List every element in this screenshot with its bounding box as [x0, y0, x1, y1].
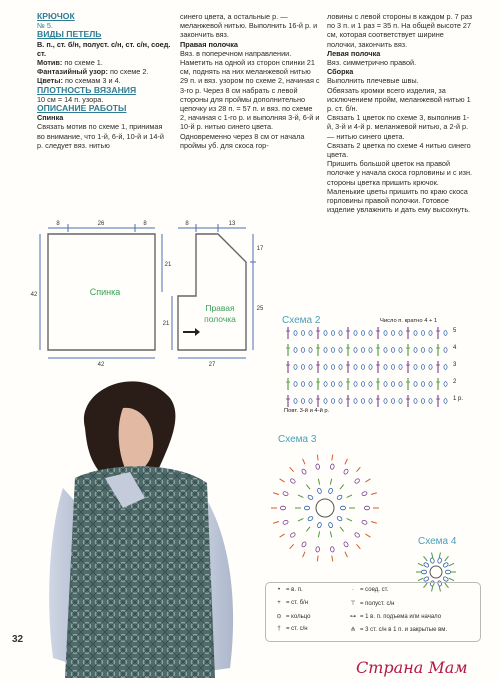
legend-item-turning [346, 613, 441, 620]
back-label: Спинка [89, 287, 121, 297]
work-title: ОПИСАНИЕ РАБОТЫ [37, 103, 127, 114]
scheme3-dc-stitch [356, 544, 360, 549]
scheme2-chain-stitch [309, 331, 312, 336]
scheme3-dc-stitch [371, 522, 377, 524]
legend-symbol-chain: • [277, 587, 281, 593]
scheme3-chain-stitch [328, 522, 333, 528]
flowers-label: Цветы: [37, 76, 63, 86]
scheme2-row-3: 3 [453, 362, 457, 368]
scheme4-dc-stitch [449, 578, 454, 581]
scheme4-dc-stitch [445, 556, 449, 561]
scheme4-center-ring [430, 566, 442, 578]
scheme2-chain-stitch [421, 348, 424, 353]
assembly-text1: Выполнить плечевые швы. [327, 76, 419, 86]
scheme2-chain-stitch [324, 331, 327, 336]
scheme2-chain-stitch [414, 331, 417, 336]
legend-text-sc: = ст. б/н [286, 600, 309, 606]
scheme2-note: Число п. кратно 4 + 1 [380, 318, 438, 324]
legend-symbol-ring: ⊙ [276, 614, 282, 620]
scheme2-chain-stitch [444, 331, 447, 336]
back-dim-right: 21 [164, 262, 172, 268]
scheme2-chain-stitch [361, 382, 364, 387]
scheme2-chain-stitch [421, 331, 424, 336]
scheme2-title: Схема 2 [282, 315, 321, 326]
front-dim-right-bottom: 25 [256, 306, 264, 312]
scheme3-dc-stitch [290, 544, 294, 549]
back-dim-top-mid: 26 [97, 221, 105, 227]
scheme3-dc-stitch [280, 479, 285, 482]
scheme2-chain-stitch [429, 382, 432, 387]
legend-text-dc: = ст. с/н [286, 626, 308, 632]
scheme2-repeat-note: Повт. 3-й и 4-й р. [284, 408, 330, 414]
legend-text-slip: = соед. ст. [360, 587, 389, 593]
back-dim-top-right: 8 [143, 221, 147, 227]
scheme2-chain-stitch [294, 382, 297, 387]
scheme3-dc-stitch [273, 493, 279, 495]
legend-symbol-hdc: ⊤ [350, 601, 356, 607]
scheme3-dc-stitch [356, 467, 360, 472]
scheme3-dc-stitch [365, 479, 370, 482]
scheme2-chain-stitch [309, 399, 312, 404]
scheme3-chain-stitch [280, 506, 285, 510]
scheme2-chain-stitch [354, 348, 357, 353]
scheme2-chain-stitch [399, 348, 402, 353]
legend-item-hdc [346, 600, 394, 607]
pattern-text: по схеме 2. [107, 67, 149, 77]
stitches-text: В. п., ст. б/н, полуст. с/н, ст. с/н, соед. ст. [37, 39, 171, 58]
scheme3-chain-stitch [317, 488, 322, 494]
scheme2-chain-stitch [339, 348, 342, 353]
assembly-title: Сборка [327, 67, 354, 77]
legend-text-hdc: = полуст. с/н [360, 601, 395, 607]
front-dim-top-mid: 13 [228, 221, 236, 227]
scheme3-chain-stitch [307, 494, 313, 500]
scheme2-chain-stitch [331, 382, 334, 387]
scheme3-chain-stitch [330, 464, 334, 470]
scheme2-chain-stitch [294, 348, 297, 353]
scheme2-chain-stitch [369, 331, 372, 336]
scheme2-chain-stitch [399, 399, 402, 404]
scheme3-dc-stitch [365, 534, 370, 537]
scheme3-dc-stitch [298, 518, 303, 521]
scheme3-flower [271, 455, 379, 562]
legend-item-slip [346, 587, 388, 593]
scheme3-chain-stitch [290, 532, 296, 538]
legend-text-ring: = кольцо [286, 614, 311, 620]
scheme3-dc-stitch [345, 459, 347, 464]
knit-direction-arrow-icon [183, 328, 200, 336]
scheme2-chart [286, 327, 447, 407]
scheme2-chain-stitch [444, 348, 447, 353]
scheme3-chain-stitch [340, 506, 345, 510]
scheme2-chain-stitch [391, 399, 394, 404]
scheme3-chain-stitch [282, 520, 288, 525]
scheme2-chain-stitch [324, 382, 327, 387]
col3-text1: ловины с левой стороны в каждом р. 7 раз по 3 п. и 1 раз = 35 п. На общей высоте 27 см, которая соответствует ширине полочки, закончить вяз. [327, 12, 473, 49]
hook-title: КРЮЧОК [37, 11, 75, 21]
scheme3-chain-stitch [336, 516, 342, 522]
scheme2-chain-stitch [399, 382, 402, 387]
scheme3-chain-stitch [301, 468, 307, 474]
front-dim-right-top: 17 [256, 246, 264, 252]
page-number: 32 [12, 634, 24, 645]
scheme2-chain-stitch [429, 331, 432, 336]
scheme3-chain-stitch [315, 464, 319, 470]
scheme3-chain-stitch [317, 522, 322, 528]
back-dim-bottom: 42 [97, 362, 105, 368]
density-text: 10 см = 14 п. узора. [37, 94, 104, 104]
scheme3-dc-stitch [318, 531, 319, 537]
scheme2-chain-stitch [369, 348, 372, 353]
scheme4-chain-stitch [445, 570, 450, 574]
scheme3-dc-stitch [273, 522, 279, 524]
scheme2-chain-stitch [354, 331, 357, 336]
scheme2-chain-stitch [429, 399, 432, 404]
legend-symbol-sc: + [277, 600, 281, 606]
scheme3-chain-stitch [307, 516, 313, 522]
scheme2-chain-stitch [391, 382, 394, 387]
scheme2-chain-stitch [361, 331, 364, 336]
scheme3-dc-stitch [345, 552, 347, 557]
scheme2-chain-stitch [444, 365, 447, 370]
pattern-label: Фантазийный узор: [37, 67, 108, 77]
scheme3-dc-stitch [303, 552, 305, 557]
scheme2-chain-stitch [324, 348, 327, 353]
scheme3-chain-stitch [304, 506, 309, 510]
assembly-text6: Маленькие цветы пришить по краю скоса горловины правой полочки. Готовое изделие увлажнить и дать ему высохнуть. [327, 186, 471, 215]
scheme3-chain-stitch [336, 494, 342, 500]
scheme2-chain-stitch [421, 365, 424, 370]
scheme2-chain-stitch [331, 365, 334, 370]
scheme3-dc-stitch [298, 495, 303, 498]
scheme2-chain-stitch [369, 365, 372, 370]
front-label-line1: Правая [205, 303, 235, 313]
col2-text1: синего цвета, а остальные р. — меланжевой нитью. Выполнить 16-й р. и закончить вяз. [180, 12, 318, 40]
scheme2-chain-stitch [414, 382, 417, 387]
scheme3-chain-stitch [315, 546, 319, 552]
scheme3-dc-stitch [290, 467, 294, 472]
front-dim-top-left: 8 [185, 221, 189, 227]
scheme3-chain-stitch [290, 478, 296, 484]
scheme2-chain-stitch [354, 399, 357, 404]
scheme2-chain-stitch [384, 331, 387, 336]
hook-value: № 5. [37, 21, 53, 31]
scheme4-dc-stitch [424, 556, 428, 561]
scheme4-dc-stitch [439, 553, 440, 559]
assembly-text5: Пришить большой цветок на правой полочке у начала скоса горловины и с изн. стороны цветка пришить крючок. [327, 159, 473, 187]
scheme3-dc-stitch [306, 527, 310, 532]
scheme3-dc-stitch [340, 485, 344, 490]
legend-symbol-turning: ⊶ [350, 614, 356, 620]
legend-item-sc [272, 600, 308, 606]
symbol-legend [265, 582, 481, 642]
model-photo [45, 368, 245, 678]
scheme2-chain-stitch [384, 365, 387, 370]
scheme3-chain-stitch [343, 468, 349, 474]
scheme2-row-2: 2 [453, 379, 457, 385]
scheme3-dc-stitch [317, 455, 318, 461]
legend-symbol-dc: † [277, 626, 281, 632]
scheme2-chain-stitch [369, 382, 372, 387]
scheme2-chain-stitch [331, 331, 334, 336]
scheme2-chain-stitch [309, 382, 312, 387]
left-front-title: Левая полочка [327, 48, 381, 58]
scheme4-dc-stitch [418, 578, 423, 581]
site-logo: Страна Мам [356, 658, 468, 677]
scheme4-chain-stitch [423, 562, 429, 568]
scheme3-chain-stitch [330, 546, 334, 552]
scheme2-chain-stitch [339, 399, 342, 404]
scheme3-dc-stitch [280, 534, 285, 537]
scheme3-chain-stitch [354, 478, 360, 484]
scheme2-chain-stitch [444, 399, 447, 404]
scheme3-chain-stitch [301, 541, 307, 547]
scheme2-chain-stitch [429, 365, 432, 370]
scheme2-chain-stitch [391, 331, 394, 336]
scheme2-chain-stitch [384, 382, 387, 387]
scheme4-title: Схема 4 [418, 536, 457, 547]
scheme2-chain-stitch [294, 365, 297, 370]
right-front-text2: Наметить на одной из сторон спинки 21 см, поднять на них меланжевой нитью 29 п. и вяз. узором по схеме 2, начиная с 3-го р. Через 8 см набрать с левой стороны для проймы дополнительно цепочку из 28 п. = 57 п. и вяз. по схеме 2, начиная с 1-го р. и выполняя 3-й, 6-й и 10-й р. нитью синего цвета. [180, 58, 320, 132]
flowers-text: по схемам 3 и 4. [62, 76, 121, 86]
scheme2-chain-stitch [354, 365, 357, 370]
scheme2-chain-stitch [421, 399, 424, 404]
scheme4-chain-stitch [443, 562, 449, 568]
scheme3-dc-stitch [332, 556, 333, 562]
right-front-title: Правая полочка [180, 39, 238, 49]
scheme4-dc-stitch [432, 553, 433, 559]
front-dim-left: 21 [162, 321, 170, 327]
scheme2-chain-stitch [391, 348, 394, 353]
scheme2-chain-stitch [309, 348, 312, 353]
scheme2-chain-stitch [331, 348, 334, 353]
front-dim-bottom: 27 [208, 362, 216, 368]
scheme2-chain-stitch [324, 365, 327, 370]
legend-item-chain [272, 587, 303, 593]
scheme2-chain-stitch [399, 365, 402, 370]
back-dim-top-left: 8 [56, 221, 60, 227]
scheme3-dc-stitch [317, 556, 318, 562]
scheme2-chain-stitch [294, 399, 297, 404]
scheme2-chain-stitch [339, 331, 342, 336]
scheme2-chain-stitch [301, 331, 304, 336]
legend-item-cluster [346, 626, 447, 633]
scheme3-dc-stitch [340, 527, 344, 532]
legend-text-cluster: = 3 ст. с/н в 1 п. и закрытые вм. [360, 627, 448, 633]
scheme3-chain-stitch [343, 541, 349, 547]
scheme2-chain-stitch [339, 382, 342, 387]
scheme2-chain-stitch [391, 365, 394, 370]
scheme3-dc-stitch [303, 459, 305, 464]
scheme3-dc-stitch [347, 518, 352, 521]
scheme2-row-1: 1 р. [453, 396, 464, 402]
scheme3-dc-stitch [318, 479, 319, 485]
scheme2-chain-stitch [369, 399, 372, 404]
scheme2-row-5: 5 [453, 328, 457, 334]
legend-item-dc [272, 626, 308, 632]
legend-text-chain: = в. п. [286, 587, 303, 593]
stitches-title: ВИДЫ ПЕТЕЛЬ [37, 29, 102, 40]
scheme3-dc-stitch [330, 479, 331, 485]
scheme3-dc-stitch [306, 485, 310, 490]
scheme3-chain-stitch [361, 520, 367, 525]
scheme3-chain-stitch [364, 506, 369, 510]
scheme2-chain-stitch [399, 331, 402, 336]
legend-text-turning: = 1 в. п. подъема или начало [360, 614, 442, 620]
scheme4-dc-stitch [418, 563, 423, 566]
scheme2-chain-stitch [339, 365, 342, 370]
scheme3-chain-stitch [328, 488, 333, 494]
assembly-text2: Обвязать кромки всего изделия, за исключением пройм, меланжевой нитью 1 р. ст. б/н. [327, 85, 471, 114]
scheme2-chain-stitch [301, 399, 304, 404]
scheme2-chain-stitch [444, 382, 447, 387]
assembly-text4: Связать 2 цветка по схеме 4 нитью синего цвета. [327, 140, 471, 160]
motif-text: по схеме 1. [62, 58, 103, 68]
motif-label: Мотив: [37, 58, 63, 68]
scheme2-chain-stitch [421, 382, 424, 387]
scheme2-row-4: 4 [453, 345, 457, 351]
back-title: Спинка [37, 113, 64, 123]
legend-symbol-slip: ∙ [352, 587, 354, 593]
scheme3-center-ring [316, 499, 334, 517]
scheme2-chain-stitch [361, 348, 364, 353]
left-front-text: Вяз. симметрично правой. [327, 58, 417, 68]
scheme2-chain-stitch [414, 348, 417, 353]
scheme2-chain-stitch [429, 348, 432, 353]
scheme2-chain-stitch [384, 399, 387, 404]
density-title: ПЛОТНОСТЬ ВЯЗАНИЯ [37, 84, 137, 95]
scheme2-chain-stitch [301, 382, 304, 387]
scheme4-dc-stitch [449, 563, 454, 566]
front-label-line2: полочка [204, 314, 236, 324]
scheme3-dc-stitch [347, 495, 352, 498]
scheme3-dc-stitch [330, 531, 331, 537]
scheme2-chain-stitch [324, 399, 327, 404]
scheme3-title: Схема 3 [278, 434, 317, 445]
scheme2-chain-stitch [331, 399, 334, 404]
scheme2-chain-stitch [301, 348, 304, 353]
scheme4-chain-stitch [421, 570, 426, 574]
scheme3-chain-stitch [354, 532, 360, 538]
scheme3-chain-stitch [282, 491, 288, 496]
scheme4-chain-stitch [437, 558, 442, 564]
scheme2-chain-stitch [309, 365, 312, 370]
back-text: Связать мотив по схеме 1, принимая во внимание, что 1-й, 6-й, 10-й и 14-й р. следует вяз. нитью [37, 122, 164, 150]
scheme2-chain-stitch [294, 331, 297, 336]
scheme2-chain-stitch [384, 348, 387, 353]
right-front-text3: Одновременно через 8 см от начала проймы уб. для скоса гор- [180, 131, 305, 150]
right-front-text1: Вяз. в поперечном направлении. [180, 48, 292, 58]
back-dim-left: 42 [30, 292, 38, 298]
scheme2-chain-stitch [361, 365, 364, 370]
scheme3-dc-stitch [371, 493, 377, 495]
scheme3-chain-stitch [361, 491, 367, 496]
scheme2-chain-stitch [361, 399, 364, 404]
scheme4-chain-stitch [430, 558, 435, 564]
assembly-text3: Связать 1 цветок по схеме 3, выполнив 1-й, 3-й и 4-й р. меланжевой нитью, а 2-й р. — нитью синего цвета. [327, 113, 470, 141]
legend-item-ring [272, 613, 310, 620]
front-pattern [172, 224, 256, 358]
scheme2-chain-stitch [301, 365, 304, 370]
scheme2-chain-stitch [414, 399, 417, 404]
scheme2-chain-stitch [354, 382, 357, 387]
scheme3-dc-stitch [332, 455, 333, 461]
legend-symbol-cluster: ⋔ [350, 627, 356, 633]
scheme2-chain-stitch [414, 365, 417, 370]
